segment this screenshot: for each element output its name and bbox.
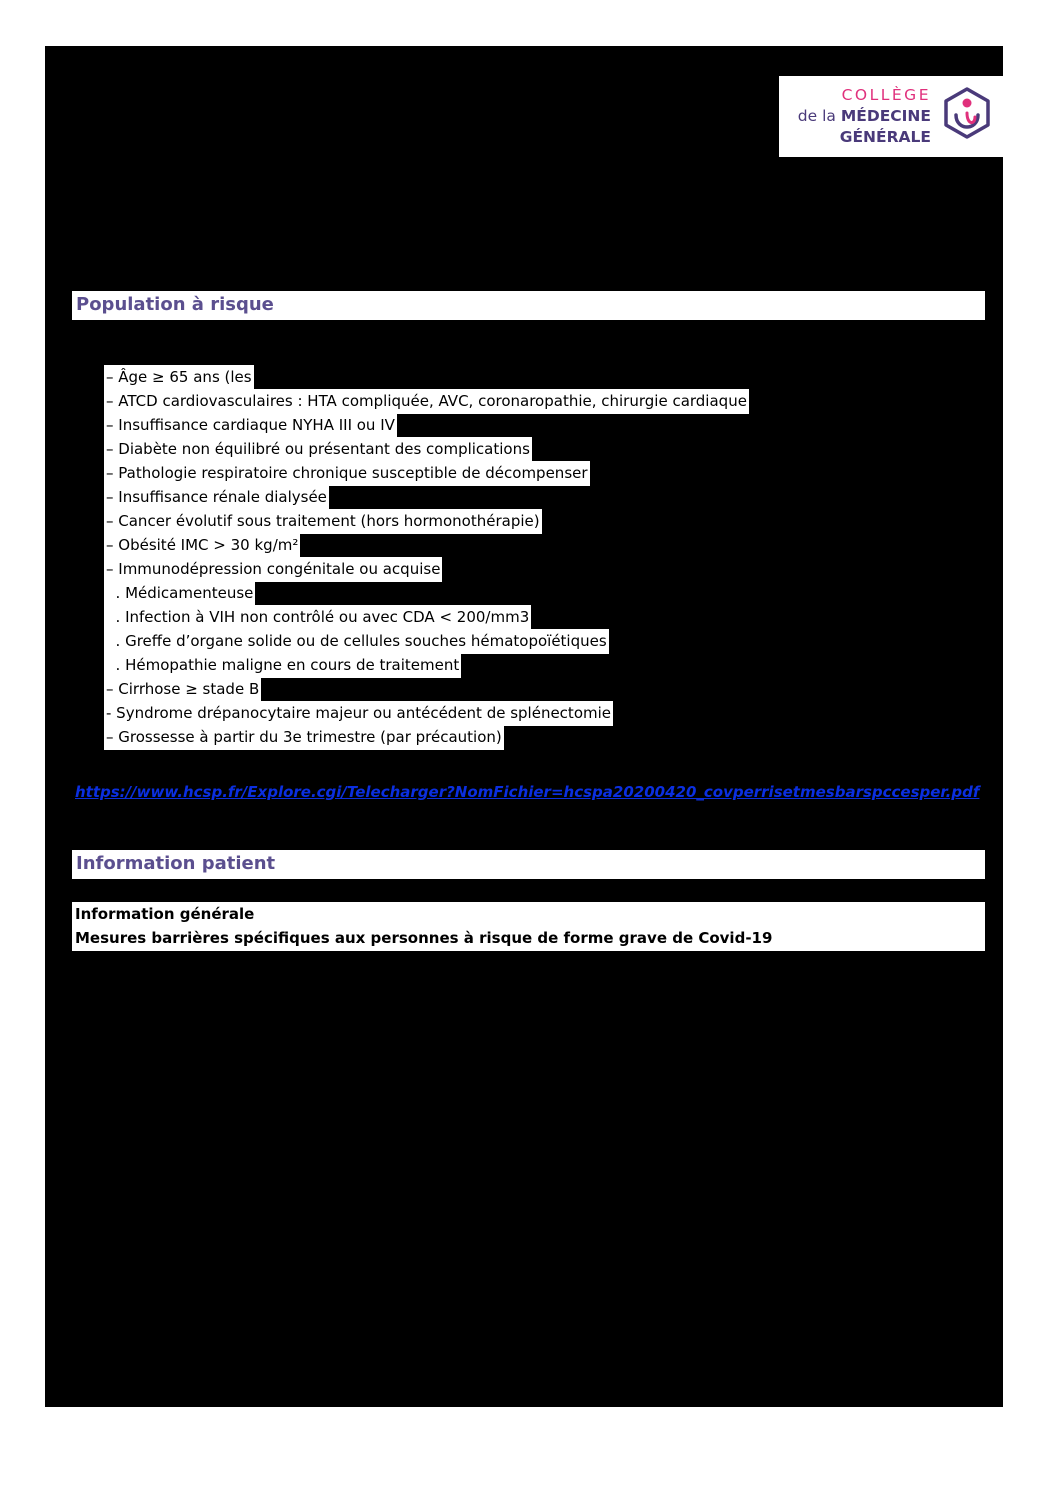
risk-item bbox=[104, 533, 749, 557]
risk-item bbox=[104, 365, 749, 389]
risk-item bbox=[104, 485, 749, 509]
hcsp-link[interactable]: https://www.hcsp.fr/Explore.cgi/Telecharger?NomFichier=hcspa20200420_covperrisetmesbarspccesper.pdf bbox=[75, 783, 980, 801]
risk-item bbox=[104, 581, 749, 605]
section-population bbox=[72, 291, 985, 320]
risk-item-text: – Immunodépression congénitale ou acquise bbox=[104, 557, 442, 582]
risk-item bbox=[104, 413, 749, 437]
section-information bbox=[72, 850, 985, 879]
risk-item-text: . Greffe d’organe solide ou de cellules souches hématopoïétiques bbox=[104, 629, 609, 654]
info-barrier-measures: Mesures barrières spécifiques aux personnes à risque de forme grave de Covid-19 bbox=[75, 929, 773, 947]
logo-line-college: COLLÈGE bbox=[841, 86, 931, 104]
risk-item-text: – Diabète non équilibré ou présentant des complications bbox=[104, 437, 532, 462]
risk-item bbox=[104, 461, 749, 485]
cmg-hexagon-logo-icon bbox=[941, 85, 993, 143]
logo-line-medecine bbox=[798, 106, 931, 127]
risk-item-text: - Syndrome drépanocytaire majeur ou antécédent de splénectomie bbox=[104, 701, 613, 726]
risk-item bbox=[104, 677, 749, 701]
college-logo bbox=[779, 76, 1003, 157]
risk-item-text: . Hémopathie maligne en cours de traitement bbox=[104, 653, 461, 678]
risk-item-text: – Âge ≥ 65 ans (les bbox=[104, 365, 254, 390]
logo-text bbox=[798, 85, 931, 148]
risk-item-text: – Cancer évolutif sous traitement (hors hormonothérapie) bbox=[104, 509, 542, 534]
risk-item-text: – ATCD cardiovasculaires : HTA compliquée, AVC, coronaropathie, chirurgie cardiaque bbox=[104, 389, 749, 414]
risk-item bbox=[104, 629, 749, 653]
risk-item bbox=[104, 509, 749, 533]
risk-item-text: – Grossesse à partir du 3e trimestre (par précaution) bbox=[104, 725, 504, 750]
risk-item bbox=[104, 557, 749, 581]
logo-prefix: de la bbox=[797, 107, 836, 125]
risk-item-text: – Insuffisance cardiaque NYHA III ou IV bbox=[104, 413, 397, 438]
risk-item-text: – Pathologie respiratoire chronique susceptible de décompenser bbox=[104, 461, 590, 486]
logo-medecine: MÉDECINE bbox=[840, 107, 931, 125]
info-general: Information générale bbox=[75, 905, 255, 923]
section-title-information: Information patient bbox=[76, 853, 276, 874]
risk-list bbox=[104, 365, 749, 749]
info-box bbox=[72, 902, 985, 951]
risk-item bbox=[104, 653, 749, 677]
risk-item bbox=[104, 605, 749, 629]
risk-item bbox=[104, 725, 749, 749]
section-title-population: Population à risque bbox=[76, 294, 274, 315]
risk-item bbox=[104, 701, 749, 725]
risk-item-text: . Infection à VIH non contrôlé ou avec CDA < 200/mm3 bbox=[104, 605, 531, 630]
risk-item bbox=[104, 437, 749, 461]
risk-item-text: – Cirrhose ≥ stade B bbox=[104, 677, 261, 702]
risk-item-text: . Médicamenteuse bbox=[104, 581, 255, 606]
risk-item bbox=[104, 389, 749, 413]
logo-line-generale: GÉNÉRALE bbox=[839, 128, 931, 146]
risk-item-text: – Obésité IMC > 30 kg/m² bbox=[104, 533, 300, 558]
risk-item-text: – Insuffisance rénale dialysée bbox=[104, 485, 329, 510]
